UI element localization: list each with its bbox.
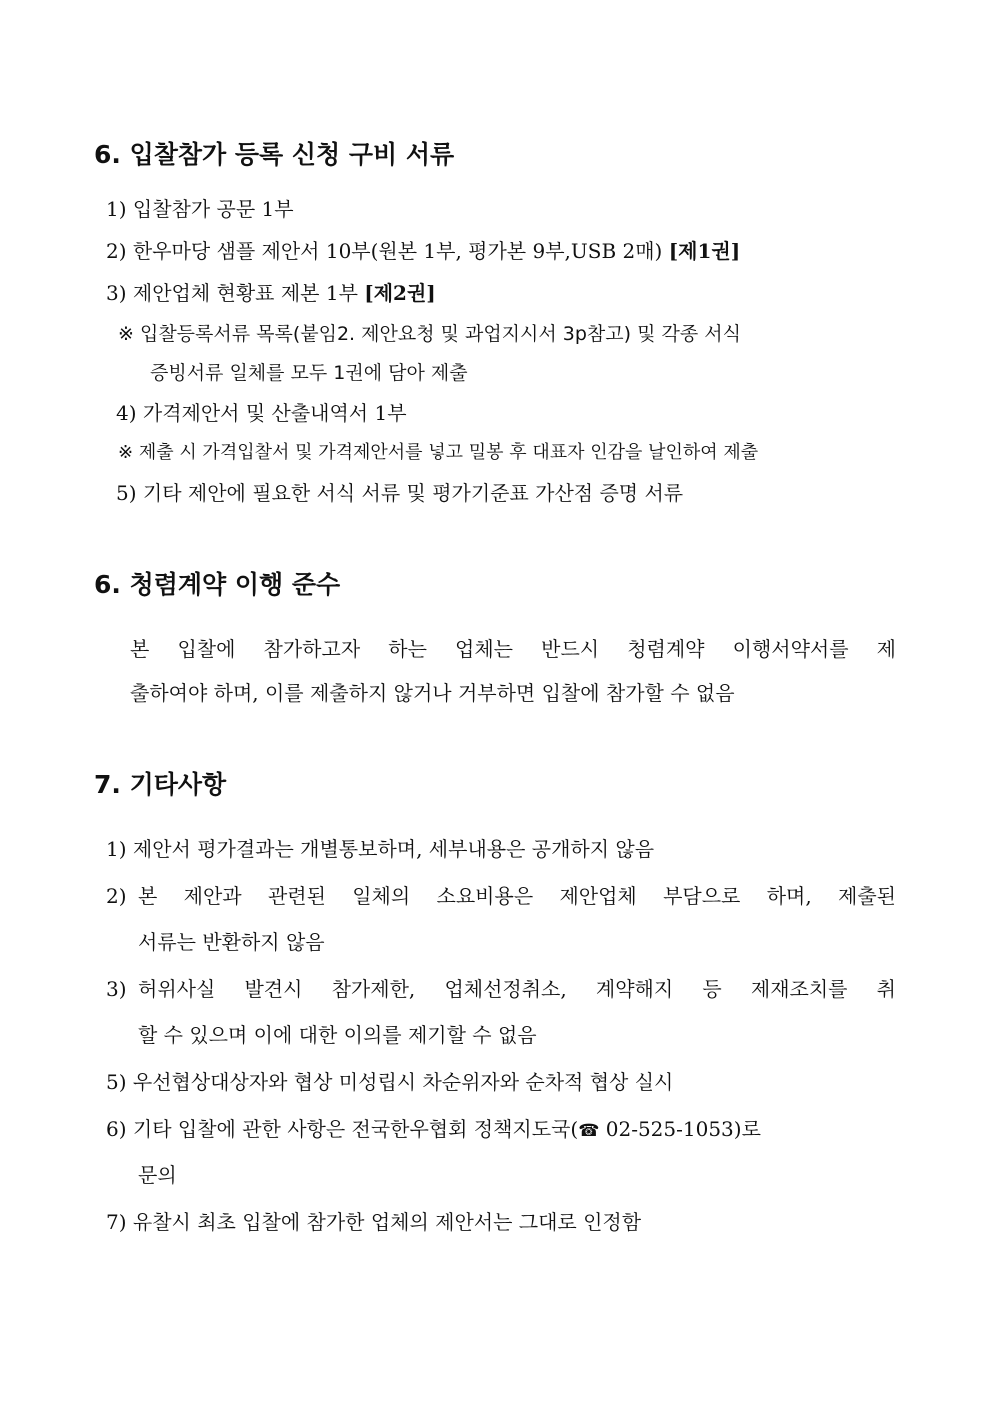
- reference-mark: ※: [118, 442, 134, 463]
- list-item: [106, 1069, 673, 1095]
- item-number: 5): [106, 1070, 127, 1094]
- item-text: 유찰시 최초 입찰에 참가한 업체의 제안서는 그대로 인정함: [132, 1210, 642, 1234]
- item-continuation: 서류는 반환하지 않음: [138, 930, 325, 954]
- paragraph-line: 출하여야 하며, 이를 제출하지 않거나 거부하면 입찰에 참가할 수 없음: [130, 681, 735, 705]
- item-text: 우선협상대상자와 협상 미성립시 차순위자와 순차적 협상 실시: [132, 1070, 674, 1094]
- item-continuation: 할 수 있으며 이에 대한 이의를 제기할 수 없음: [138, 1023, 537, 1047]
- item-number: 5): [116, 481, 137, 505]
- list-item: [116, 400, 407, 426]
- volume-tag: [제2권]: [364, 281, 436, 305]
- item-text: 입찰참가 공문 1부: [132, 197, 294, 221]
- item-text: 가격제안서 및 산출내역서 1부: [142, 401, 407, 425]
- list-item: [106, 196, 294, 222]
- paragraph-line: 본 입찰에 참가하고자 하는 업체는 반드시 청렴계약 이행서약서를 제: [130, 637, 896, 661]
- item-text: 기타 제안에 필요한 서식 서류 및 평가기준표 가산점 증명 서류: [142, 481, 684, 505]
- item-number: 2): [106, 884, 127, 908]
- list-item: [106, 1209, 641, 1235]
- list-item: [106, 836, 654, 862]
- item-number: 1): [106, 837, 127, 861]
- section-7-title: 7. 기타사항: [94, 770, 227, 799]
- section-6-documents-title: 6. 입찰참가 등록 신청 구비 서류: [94, 140, 455, 169]
- note: [118, 440, 758, 466]
- item-text: 한우마당 샘플 제안서 10부(원본 1부, 평가본 9부,USB 2매): [132, 239, 663, 263]
- item-text: 제안서 평가결과는 개별통보하며, 세부내용은 공개하지 않음: [132, 837, 655, 861]
- item-number: 4): [116, 401, 137, 425]
- item-number: 7): [106, 1210, 127, 1234]
- list-item: [106, 238, 740, 264]
- item-text: 기타 입찰에 관한 사항은 전국한우협회 정책지도국(: [132, 1117, 579, 1141]
- phone-icon: ☎: [578, 1121, 600, 1141]
- note-text: 제출 시 가격입찰서 및 가격제안서를 넣고 밀봉 후 대표자 인감을 날인하여 제출: [138, 442, 759, 463]
- item-number: 3): [106, 281, 127, 305]
- note-continuation: 증빙서류 일체를 모두 1권에 담아 제출: [150, 362, 468, 384]
- item-text: 본 제안과 관련된 일체의 소요비용은 제안업체 부담으로 하며, 제출된: [138, 884, 896, 908]
- list-item: [116, 480, 683, 506]
- volume-tag: [제1권]: [668, 239, 741, 263]
- list-item: [106, 280, 436, 306]
- reference-mark: ※: [118, 323, 134, 345]
- item-continuation: 문의: [138, 1163, 177, 1187]
- note-text: 입찰등록서류 목록(붙임2. 제안요청 및 과업지시서 3p참고) 및 각종 서식: [139, 323, 741, 345]
- item-number: 1): [106, 197, 127, 221]
- item-number: 2): [106, 239, 127, 263]
- item-number: 6): [106, 1117, 127, 1141]
- item-text: 허위사실 발견시 참가제한, 업체선정취소, 계약해지 등 제재조치를 취: [138, 977, 896, 1001]
- item-text: 제안업체 현황표 제본 1부: [132, 281, 358, 305]
- list-item: [106, 1116, 761, 1144]
- phone-number: 02-525-1053)로: [599, 1117, 761, 1141]
- item-number: 3): [106, 977, 127, 1001]
- note: [118, 321, 741, 347]
- section-6-integrity-title: 6. 청렴계약 이행 준수: [94, 570, 341, 599]
